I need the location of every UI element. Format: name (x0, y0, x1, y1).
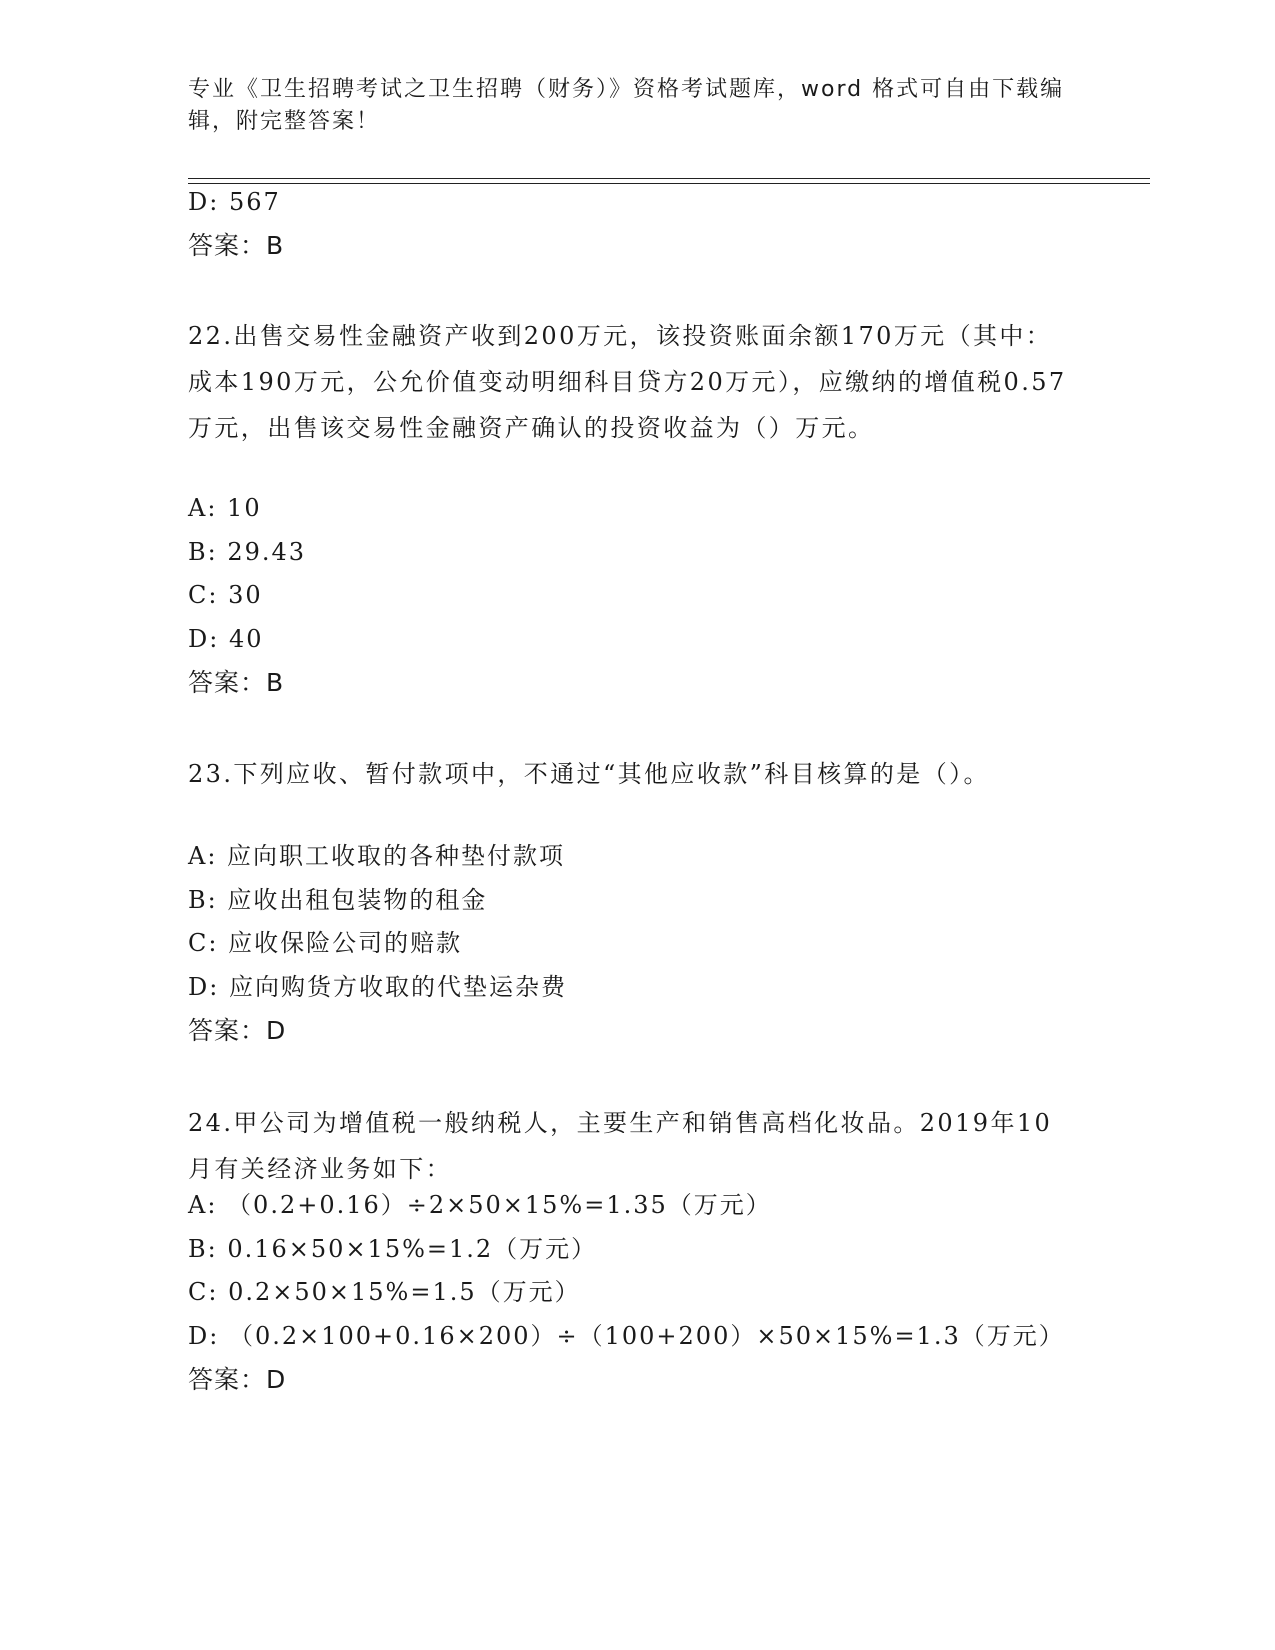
question-23-option-d: D: 应向购货方收取的代垫运杂费 (188, 973, 567, 1001)
question-23-text: 23.下列应收、暂付款项中，不通过“其他应收款”科目核算的是（）。 (188, 760, 990, 788)
page-header: 专业《卫生招聘考试之卫生招聘（财务）》资格考试题库，word 格式可自由下载编辑，附完整答案！ (188, 77, 1065, 134)
header-divider-top (188, 178, 1150, 179)
question-22-option-d: D: 40 (188, 625, 264, 653)
question-24-option-b: B: 0.16×50×15%=1.2（万元） (188, 1235, 598, 1263)
question-22-option-b: B: 29.43 (188, 538, 307, 566)
question-23-option-c: C: 应收保险公司的赔款 (188, 929, 463, 957)
question-24-option-c: C: 0.2×50×15%=1.5（万元） (188, 1278, 581, 1306)
question-23-answer: 答案：D (188, 1016, 287, 1045)
question-24-option-d: D: （0.2×100+0.16×200）÷（100+200）×50×15%=1.3（万元） (188, 1322, 1065, 1350)
question-24-answer: 答案：D (188, 1365, 287, 1394)
question-22-option-c: C: 30 (188, 581, 263, 609)
header-divider-bottom (188, 183, 1150, 184)
answer: 答案：B (188, 231, 285, 260)
question-22-answer: 答案：B (188, 668, 285, 697)
question-24-text: 24.甲公司为增值税一般纳税人，主要生产和销售高档化妆品。2019年10月有关经济业务如下： (188, 1109, 1053, 1183)
question-24-option-a: A: （0.2+0.16）÷2×50×15%=1.35（万元） (188, 1191, 772, 1219)
question-22-option-a: A: 10 (188, 494, 262, 522)
question-23-option-b: B: 应收出租包装物的租金 (188, 886, 488, 914)
question-22-text: 22.出售交易性金融资产收到200万元，该投资账面余额170万元（其中：成本190万元，公允价值变动明细科目贷方20万元），应缴纳的增值税0.57万元，出售该交易性金融资产确认的投资收益为（）万元。 (188, 322, 1067, 442)
option-d: D: 567 (188, 188, 281, 216)
question-23-option-a: A: 应向职工收取的各种垫付款项 (188, 842, 566, 870)
